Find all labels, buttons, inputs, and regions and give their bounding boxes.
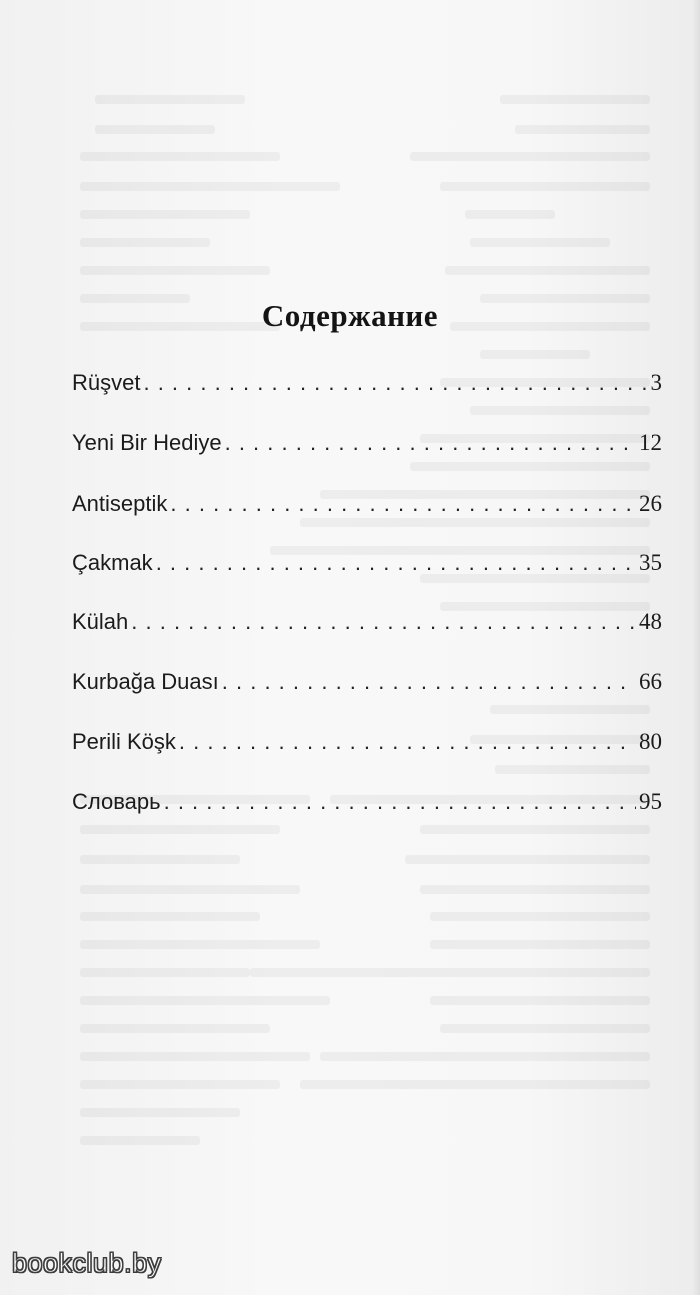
- toc-entry-title: Yeni Bir Hediye: [72, 430, 222, 455]
- toc-dot-leader: [170, 491, 636, 517]
- toc-entry-title: Külah: [72, 609, 129, 634]
- toc-entry: [72, 609, 662, 635]
- toc-entry-page: 95: [639, 789, 662, 814]
- toc-entry-page: 48: [639, 609, 662, 634]
- toc-entry-title: Kurbağa Duası: [72, 669, 219, 694]
- toc-entry-title: Rüşvet: [72, 370, 141, 395]
- toc-dot-leader: [179, 729, 636, 755]
- toc-entry-title: Çakmak: [72, 550, 153, 575]
- toc-entry-page: 3: [650, 370, 662, 395]
- toc-dot-leader: [222, 669, 636, 695]
- toc-entry-page: 35: [639, 550, 662, 575]
- toc-entry-title: Antiseptik: [72, 491, 168, 516]
- toc-entry-page: 26: [639, 491, 662, 516]
- toc-entry-title: Словарь: [72, 789, 161, 814]
- toc-entry: [72, 789, 662, 815]
- toc-entry: [72, 550, 662, 576]
- toc-dot-leader: [131, 609, 636, 635]
- toc-dot-leader: [143, 370, 647, 396]
- toc-entry: [72, 370, 662, 396]
- toc-dot-leader: [156, 550, 636, 576]
- toc-dot-leader: [225, 430, 636, 456]
- toc-entry: [72, 430, 662, 456]
- toc-entry-page: 66: [639, 669, 662, 694]
- toc-entry-title: Perili Köşk: [72, 729, 176, 754]
- page-title: Содержание: [261, 298, 439, 333]
- table-of-contents: [72, 0, 662, 1295]
- toc-entry: [72, 669, 662, 695]
- site-watermark: bookclub.by: [12, 1248, 162, 1278]
- toc-entry: [72, 729, 662, 755]
- page-edge-shadow: [692, 0, 700, 1295]
- toc-dot-leader: [164, 789, 636, 815]
- toc-entry: [72, 491, 662, 517]
- toc-entry-page: 80: [639, 729, 662, 754]
- toc-entry-page: 12: [639, 430, 662, 455]
